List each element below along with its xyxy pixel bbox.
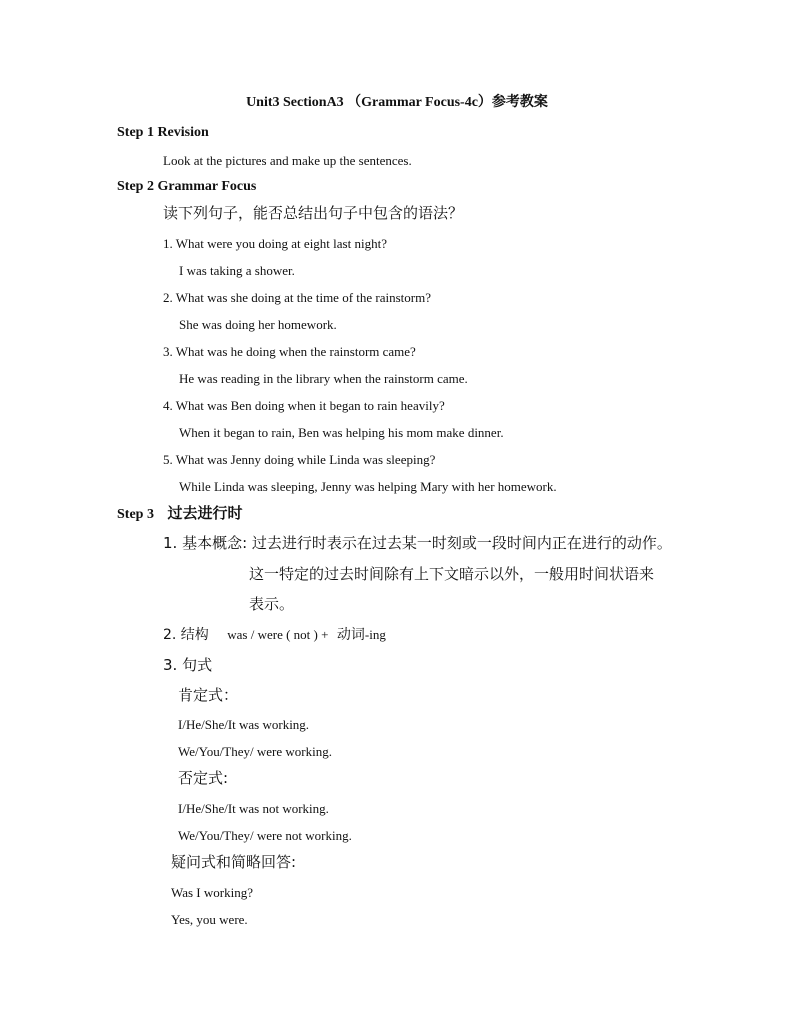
grammar-question-3: 3. What was he doing when the rainstorm came?: [163, 344, 416, 359]
step1-text: Look at the pictures and make up the sentences.: [163, 153, 412, 168]
negative-line-1: I/He/She/It was not working.: [178, 801, 329, 816]
structure-formula-en: was / were ( not ) +: [227, 627, 329, 642]
step2-intro: 读下列句子，能否总结出句子中包含的语法？: [163, 204, 464, 222]
step3-heading-cn: 过去进行时: [167, 504, 243, 522]
structure-label: 2. 结构: [163, 627, 209, 643]
grammar-answer-1: I was taking a shower.: [179, 263, 295, 278]
grammar-question-2: 2. What was she doing at the time of the rainstorm?: [163, 290, 431, 305]
grammar-answer-4: When it began to rain, Ben was helping his mom make dinner.: [179, 425, 504, 440]
structure-formula-cn: 动词: [336, 627, 365, 643]
concept-line-1: 1. 基本概念: 过去进行时表示在过去某一时刻或一段时间内正在进行的动作。: [163, 534, 672, 552]
forms-label: 3. 句式: [163, 656, 213, 674]
structure-formula-suffix: -ing: [364, 627, 386, 642]
grammar-answer-2: She was doing her homework.: [179, 317, 337, 332]
affirmative-label: 肯定式：: [178, 686, 239, 704]
question-line-2: Yes, you were.: [171, 912, 248, 927]
concept-line-2: 这一特定的过去时间除有上下文暗示以外，一般用时间状语来: [249, 565, 655, 583]
grammar-question-5: 5. What was Jenny doing while Linda was sleeping?: [163, 452, 436, 467]
page-title: Unit3 SectionA3 （Grammar Focus-4c）参考教案: [246, 95, 548, 110]
step3-heading: [117, 506, 242, 522]
affirmative-line-1: I/He/She/It was working.: [178, 717, 310, 732]
negative-line-2: We/You/They/ were not working.: [178, 828, 352, 843]
structure-line: [163, 628, 386, 642]
step2-heading: Step 2 Grammar Focus: [117, 179, 257, 194]
grammar-question-1: 1. What were you doing at eight last night?: [163, 236, 387, 251]
grammar-answer-3: He was reading in the library when the rainstorm came.: [179, 371, 468, 386]
step1-heading: Step 1 Revision: [117, 125, 209, 140]
affirmative-line-2: We/You/They/ were working.: [178, 744, 332, 759]
negative-label: 否定式:: [178, 769, 229, 787]
grammar-question-4: 4. What was Ben doing when it began to rain heavily?: [163, 398, 445, 413]
concept-line-3: 表示。: [249, 595, 295, 613]
question-label: 疑问式和简略回答:: [171, 853, 297, 871]
question-line-1: Was I working?: [171, 885, 253, 900]
step3-heading-en: Step 3: [117, 507, 154, 522]
grammar-answer-5: While Linda was sleeping, Jenny was helping Mary with her homework.: [179, 479, 557, 494]
